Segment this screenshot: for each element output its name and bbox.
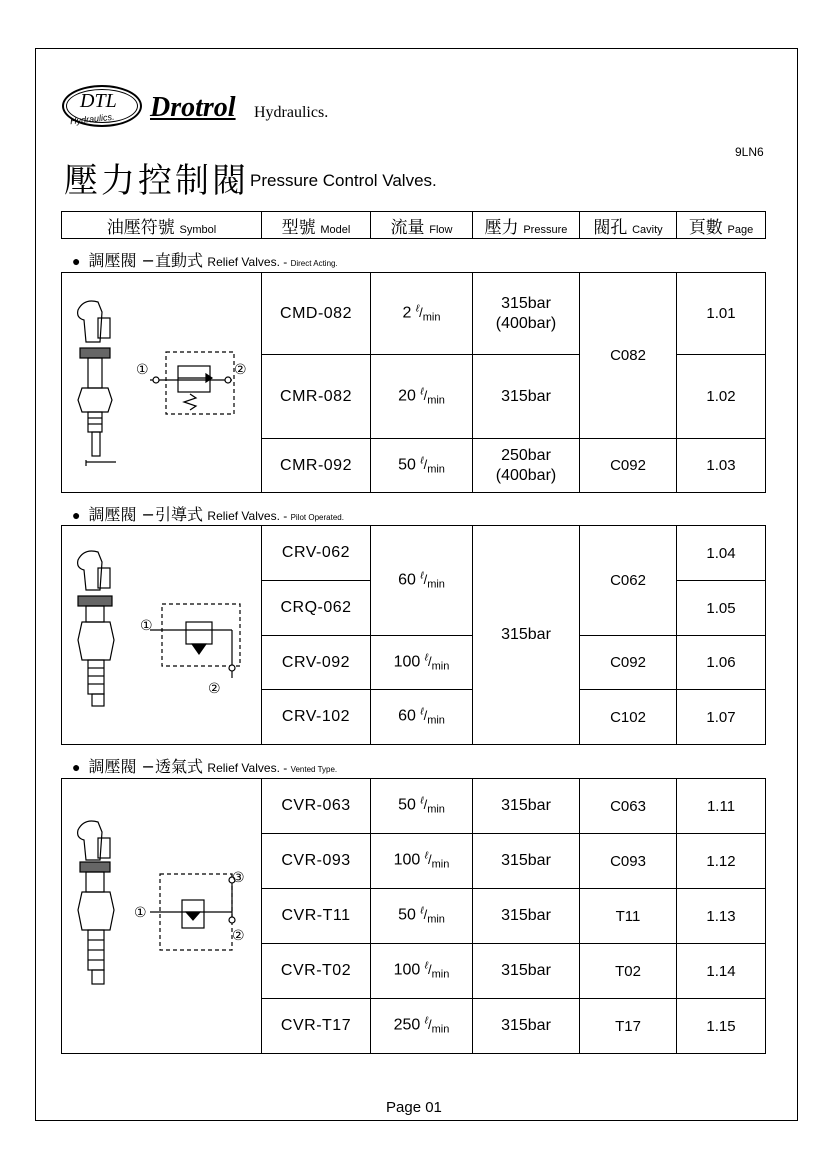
cavity-cell: C093 bbox=[580, 834, 677, 889]
cavity-cell: C092 bbox=[580, 439, 677, 493]
port-2-label: ② bbox=[208, 681, 221, 697]
flow-cell: 50 $^\ell/_{min}$ bbox=[371, 439, 473, 493]
cavity-cell: C092 bbox=[580, 636, 677, 690]
page-cell: 1.13 bbox=[677, 889, 766, 944]
section-title-pilot: ● 調壓閥 −引導式 Relief Valves. - Pilot Operated. bbox=[72, 505, 344, 524]
model-cell: CVR-T02 bbox=[262, 944, 371, 999]
cavity-cell: T02 bbox=[580, 944, 677, 999]
page-cell: 1.15 bbox=[677, 999, 766, 1054]
pressure-cell: 315bar bbox=[473, 999, 580, 1054]
model-cell: CRQ-062 bbox=[262, 581, 371, 636]
model-cell: CVR-063 bbox=[262, 779, 371, 834]
model-cell: CVR-T17 bbox=[262, 999, 371, 1054]
model-cell: CVR-T11 bbox=[262, 889, 371, 944]
logo-mark: DTL bbox=[80, 90, 117, 112]
model-cell: CMD-082 bbox=[262, 273, 371, 355]
model-cell: CMR-082 bbox=[262, 355, 371, 439]
page-cell: 1.12 bbox=[677, 834, 766, 889]
cavity-cell: C063 bbox=[580, 779, 677, 834]
doc-code: 9LN6 bbox=[735, 145, 764, 159]
flow-cell: 20 $^\ell/_{min}$ bbox=[371, 355, 473, 439]
page-cell: 1.14 bbox=[677, 944, 766, 999]
port-2-label: ② bbox=[232, 928, 245, 944]
cavity-cell: T17 bbox=[580, 999, 677, 1054]
port-1-label: ① bbox=[140, 618, 153, 634]
page-title-en: Pressure Control Valves. bbox=[250, 171, 437, 190]
flow-cell: 50 $^\ell/_{min}$ bbox=[371, 889, 473, 944]
cartridge-vented-icon bbox=[78, 821, 114, 984]
flow-cell: 60 $^\ell/_{min}$ bbox=[371, 690, 473, 745]
page-cell: 1.05 bbox=[677, 581, 766, 636]
symbol-vented-icon bbox=[150, 874, 235, 950]
port-1-label: ① bbox=[136, 362, 149, 378]
page-cell: 1.02 bbox=[677, 355, 766, 439]
page-cell: 1.04 bbox=[677, 526, 766, 581]
pressure-cell: 315bar bbox=[473, 834, 580, 889]
cartridge-pilot-icon bbox=[78, 551, 114, 706]
model-cell: CVR-093 bbox=[262, 834, 371, 889]
flow-cell: 2 $^\ell/_{min}$ bbox=[371, 273, 473, 355]
header-flow: 流量 Flow bbox=[371, 212, 473, 239]
page-cell: 1.01 bbox=[677, 273, 766, 355]
page-number: Page 01 bbox=[386, 1099, 442, 1116]
page-cell: 1.11 bbox=[677, 779, 766, 834]
flow-cell: 100 $^\ell/_{min}$ bbox=[371, 636, 473, 690]
port-3-label: ③ bbox=[232, 870, 245, 886]
cavity-cell: T11 bbox=[580, 889, 677, 944]
page-cell: 1.07 bbox=[677, 690, 766, 745]
cartridge-direct-icon bbox=[78, 301, 116, 466]
header-model: 型號 Model bbox=[262, 212, 371, 239]
flow-cell: 60 $^\ell/_{min}$ bbox=[371, 526, 473, 636]
model-cell: CRV-062 bbox=[262, 526, 371, 581]
port-2-label: ② bbox=[234, 362, 247, 378]
flow-cell: 100 $^\ell/_{min}$ bbox=[371, 834, 473, 889]
brand-suffix: Hydraulics. bbox=[254, 104, 329, 121]
header-symbol: 油壓符號 Symbol bbox=[62, 212, 262, 239]
pressure-cell: 315bar bbox=[473, 526, 580, 745]
pressure-cell: 315bar (400bar) bbox=[473, 273, 580, 355]
symbol-pilot-icon bbox=[150, 604, 240, 678]
flow-cell: 50 $^\ell/_{min}$ bbox=[371, 779, 473, 834]
flow-cell: 250 $^\ell/_{min}$ bbox=[371, 999, 473, 1054]
pressure-cell: 315bar bbox=[473, 355, 580, 439]
pressure-cell: 250bar (400bar) bbox=[473, 439, 580, 493]
pressure-cell: 315bar bbox=[473, 779, 580, 834]
section-title-direct: ● 調壓閥 −直動式 Relief Valves. - Direct Acting. bbox=[72, 251, 338, 270]
pressure-cell: 315bar bbox=[473, 889, 580, 944]
page-cell: 1.03 bbox=[677, 439, 766, 493]
cavity-cell: C082 bbox=[580, 273, 677, 439]
cavity-cell: C102 bbox=[580, 690, 677, 745]
header-pressure: 壓力 Pressure bbox=[473, 212, 580, 239]
cavity-cell: C062 bbox=[580, 526, 677, 636]
pressure-cell: 315bar bbox=[473, 944, 580, 999]
brand-name: Drotrol bbox=[150, 92, 236, 123]
header-cavity: 閥孔 Cavity bbox=[580, 212, 677, 239]
logo-mark-sub: Hydraulics. bbox=[69, 111, 115, 127]
port-1-label: ① bbox=[134, 905, 147, 921]
header-page: 頁數 Page bbox=[677, 212, 766, 239]
page-cell: 1.06 bbox=[677, 636, 766, 690]
symbol-direct-icon bbox=[150, 352, 234, 414]
section-title-vented: ● 調壓閥 −透氣式 Relief Valves. - Vented Type. bbox=[72, 757, 338, 776]
model-cell: CMR-092 bbox=[262, 439, 371, 493]
model-cell: CRV-102 bbox=[262, 690, 371, 745]
model-cell: CRV-092 bbox=[262, 636, 371, 690]
flow-cell: 100 $^\ell/_{min}$ bbox=[371, 944, 473, 999]
page-title-cn: 壓力控制閥 bbox=[64, 161, 249, 201]
